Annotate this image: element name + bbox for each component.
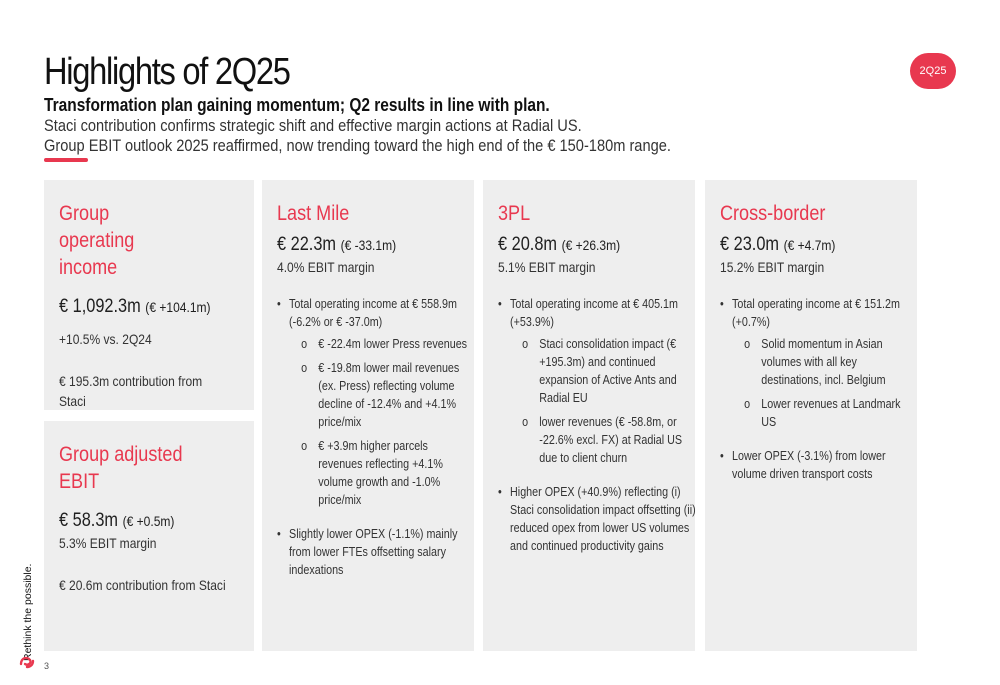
metric-delta: (€ +26.3m): [561, 237, 621, 253]
list-item: o € -19.8m lower mail revenues (ex. Press) reflecting volume decline of -12.4% and +4.1% price/mix: [289, 359, 475, 431]
card-title: Cross-border: [720, 202, 826, 225]
page-title: Highlights of 2Q25: [44, 51, 290, 93]
card-metric: [59, 509, 257, 533]
list-item: • Total operating income at € 405.1m (+53.9%) o Staci consolidation impact (€ +195.3m) and continued expansion of Active Ants and Radial EU o lower revenues (€ -58.8m, or -22.6% excl. FX) at Radial US due to client churn: [498, 295, 696, 467]
sub-list: [732, 335, 918, 431]
sub-list: [289, 335, 475, 509]
card-title: 3PL: [498, 202, 531, 225]
metric-delta: (€ -33.1m): [340, 237, 397, 253]
card-title: Group adjusted EBIT: [59, 443, 183, 493]
contribution-note: € 195.3m contribution from Staci: [59, 373, 203, 409]
margin-note: 5.1% EBIT margin: [498, 259, 596, 275]
list-item: o Solid momentum in Asian volumes with all key destinations, incl. Belgium: [732, 335, 918, 389]
card-3pl: [483, 180, 695, 651]
metric-value: € 23.0m: [720, 234, 780, 255]
card-metric: [59, 295, 257, 319]
card-group-operating-income: [44, 180, 254, 410]
contribution-note: € 20.6m contribution from Staci: [59, 577, 226, 593]
page-number: 3: [44, 661, 50, 671]
list-item: • Lower OPEX (-3.1%) from lower volume driven transport costs: [720, 447, 918, 483]
sub-list: [510, 335, 696, 467]
metric-value: € 58.3m: [59, 510, 119, 531]
tagline-line-2: Group EBIT outlook 2025 reaffirmed, now trending toward the high end of the € 150-180m range.: [44, 136, 671, 155]
side-brand: [21, 548, 33, 668]
brand-logo-icon: [18, 652, 36, 670]
list-item: o € +3.9m higher parcels revenues reflecting +4.1% volume growth and -1.0% price/mix: [289, 437, 475, 509]
brand-tagline: Rethink the possible.: [22, 563, 34, 661]
list-item: • Total operating income at € 558.9m (-6.2% or € -37.0m) o € -22.4m lower Press revenues o € -19.8m lower mail revenues (ex. Press) reflecting volume decline of -12.4% and +4.1% price/mix o € +3.9m higher parcels revenues reflecting +4.1% volume growth and -1.0% price/mix: [277, 295, 475, 509]
period-badge: 2Q25: [910, 53, 956, 89]
bullet-list: [720, 295, 918, 483]
bullet-list: [277, 295, 475, 579]
list-item: o Lower revenues at Landmark US: [732, 395, 918, 431]
metric-delta: (€ +4.7m): [783, 237, 836, 253]
metric-value: € 22.3m: [277, 234, 337, 255]
margin-note: 5.3% EBIT margin: [59, 535, 157, 551]
card-metric: [720, 233, 944, 257]
tagline-line-1: Staci contribution confirms strategic shift and effective margin actions at Radial US.: [44, 116, 582, 135]
page-subtitle: Transformation plan gaining momentum; Q2 results in line with plan.: [44, 95, 550, 115]
bullet-list: [498, 295, 696, 555]
card-metric: [277, 233, 501, 257]
list-item: o € -22.4m lower Press revenues: [289, 335, 475, 353]
accent-underline: [44, 158, 88, 162]
growth-note: +10.5% vs. 2Q24: [59, 331, 152, 347]
card-group-adjusted-ebit: [44, 421, 254, 651]
list-item: o lower revenues (€ -58.8m, or -22.6% excl. FX) at Radial US due to client churn: [510, 413, 696, 467]
metric-delta: (€ +104.1m): [145, 299, 211, 315]
card-title: Group operating income: [59, 202, 135, 279]
list-item: o Staci consolidation impact (€ +195.3m) and continued expansion of Active Ants and Radial EU: [510, 335, 696, 407]
card-cross-border: [705, 180, 917, 651]
list-item: • Total operating income at € 151.2m (+0.7%) o Solid momentum in Asian volumes with all key destinations, incl. Belgium o Lower revenues at Landmark US: [720, 295, 918, 431]
card-metric: [498, 233, 722, 257]
metric-value: € 20.8m: [498, 234, 558, 255]
list-item: • Slightly lower OPEX (-1.1%) mainly from lower FTEs offsetting salary indexations: [277, 525, 475, 579]
metric-delta: (€ +0.5m): [122, 513, 175, 529]
card-title: Last Mile: [277, 202, 350, 225]
list-item: • Higher OPEX (+40.9%) reflecting (i) Staci consolidation impact offsetting (ii) reduced opex from lower US volumes and continued productivity gains: [498, 483, 696, 555]
margin-note: 4.0% EBIT margin: [277, 259, 375, 275]
margin-note: 15.2% EBIT margin: [720, 259, 825, 275]
card-last-mile: [262, 180, 474, 651]
metric-value: € 1,092.3m: [59, 296, 141, 317]
